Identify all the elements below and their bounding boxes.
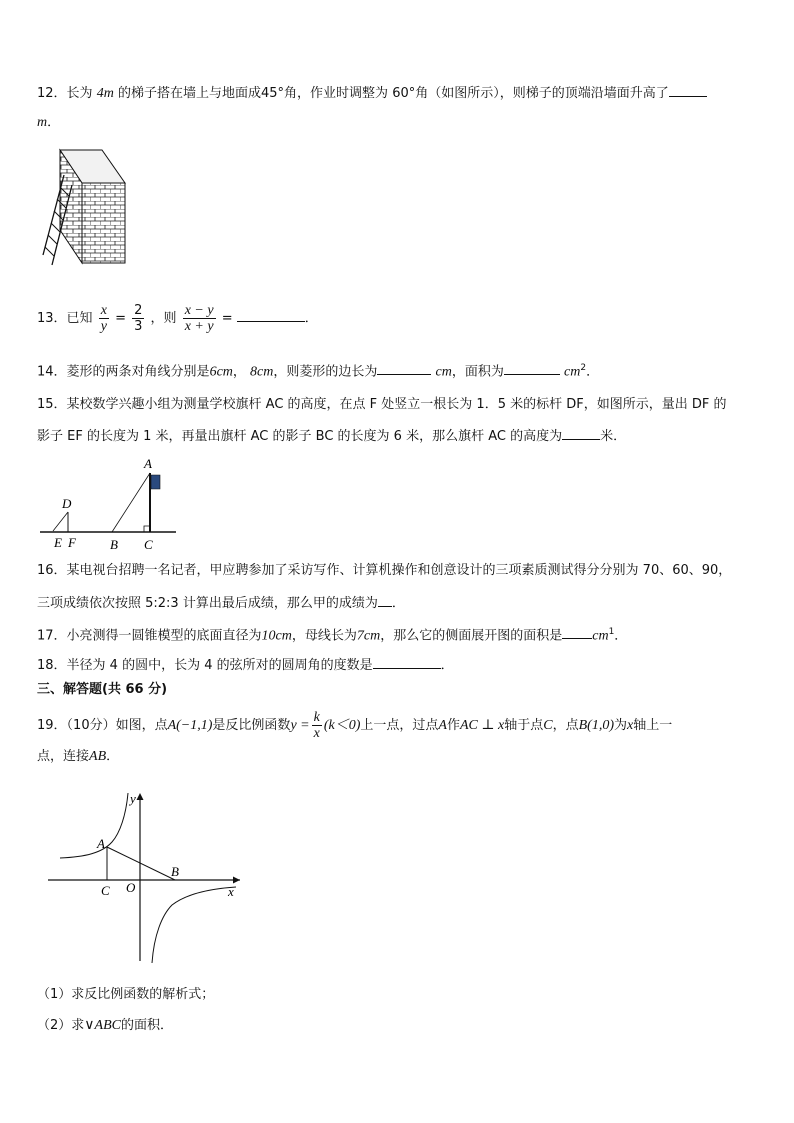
q15-text-end: 米． [600, 429, 627, 444]
q13-fraction-expr: $\frac{x - y}{x + y}$ [184, 303, 214, 334]
q12-angle-45: 45° [260, 86, 285, 101]
q14-unit: cm [435, 364, 452, 380]
q19-segment-AB: AB [89, 749, 107, 764]
q16-text-end: ． [391, 596, 405, 611]
q13-fraction-2-over-3: $\frac{2}{3}$ [134, 303, 143, 334]
q14-number: 14． [37, 364, 67, 380]
q13-end: ． [304, 311, 318, 326]
q19-hyperbola-figure [40, 785, 250, 965]
label-C: C [144, 537, 153, 552]
q14-unit-exponent: 2 [580, 363, 587, 373]
q17-unit-exponent: 1 [608, 627, 615, 637]
q12-text: 角，作业时调整为 [284, 86, 389, 101]
q17-end: ． [614, 628, 628, 644]
q19-line2 [37, 747, 119, 767]
q18-text: 18．半径为 4 的圆中，长为 4 的弦所对的圆周角的度数是 [37, 658, 373, 673]
q14-area-blank[interactable] [504, 360, 560, 375]
q14-side-blank[interactable] [377, 360, 431, 375]
q19-point-A: A(−1,1) [167, 718, 213, 733]
q12-text: 的梯子搭在墙上与地面成 [117, 86, 261, 101]
q19-A: A [438, 718, 447, 733]
label-x: x [228, 884, 234, 899]
q19-text: 轴于点 [504, 718, 544, 733]
label-B: B [110, 537, 118, 552]
label-A: A [144, 456, 152, 471]
q19-end: ． [106, 749, 120, 764]
q13-number: 13． [37, 311, 67, 326]
q19-text: 为 [614, 718, 628, 733]
q17-text: ，那么它的侧面展开图的面积是 [380, 628, 563, 644]
q14-text: 菱形的两条对角线分别是 [66, 364, 210, 380]
label-O: O [126, 880, 136, 895]
q14-sep: ， [232, 364, 246, 380]
q19-function: y = [290, 718, 310, 733]
q19-text: 作 [446, 718, 460, 733]
q14-text: ，面积为 [451, 364, 504, 380]
q13-line [37, 303, 318, 334]
q13-text: 已知 [66, 311, 93, 326]
flag-icon [151, 475, 160, 489]
q16-answer-blank[interactable] [378, 592, 392, 607]
label-B: B [171, 864, 179, 879]
label-E: E [54, 535, 62, 550]
q19-text: 轴上一 [633, 718, 673, 733]
shadow-ray-de [53, 512, 68, 531]
q17-unit: cm [592, 628, 609, 644]
q15-text: 影子 EF 的长度为 1 米，再量出旗杆 AC 的影子 BC 的长度为 6 米，那么旗杆 AC 的高度为 [37, 429, 563, 444]
q17-slant-length: 7cm [356, 628, 381, 644]
hyperbola-branch-4 [152, 887, 236, 963]
q19-text: 上一点，过点 [360, 718, 439, 733]
q14-diagonal-1: 6cm [209, 364, 233, 380]
q19-text: 点，连接 [37, 749, 90, 764]
label-y: y [130, 791, 136, 806]
q19-text: （2）求 [37, 1018, 85, 1033]
q15-line2 [37, 425, 626, 447]
y-axis-arrow-icon [137, 793, 144, 800]
q19-text: 19．（10分）如图，点 [37, 718, 168, 733]
q14-diagonal-2: 8cm [250, 364, 274, 380]
q15-line1: 15．某校数学兴趣小组为测量学校旗杆 AC 的高度，在点 F 处竖立一根长为 1．5 米的标杆 DF，如图所示，量出 DF 的 [37, 397, 727, 412]
q15-answer-blank[interactable] [562, 425, 600, 440]
q19-triangle-ABC: ∨ABC [84, 1018, 121, 1033]
q13-equals: = [115, 311, 126, 326]
q12-line1 [37, 82, 707, 104]
q19-text: ，点 [552, 718, 579, 733]
q19-line1 [37, 710, 672, 741]
q13-answer-blank[interactable] [237, 307, 305, 322]
q14-line [37, 358, 599, 382]
q12-line2 [37, 113, 60, 133]
q12-ladder-length: 4m [96, 86, 114, 101]
x-axis-arrow-icon [233, 877, 240, 884]
q17-line [37, 622, 627, 646]
segment-AB [107, 847, 175, 880]
shadow-ray-ab [112, 473, 150, 532]
q16-line1: 16．某电视台招聘一名记者，甲应聘参加了采访写作、计算机操作和创意设计的三项素质测试得分分别为 70、60、90， [37, 563, 732, 578]
q17-diameter: 10cm [261, 628, 292, 644]
q15-flagpole-figure [38, 455, 183, 555]
q17-text: ，母线长为 [291, 628, 357, 644]
q19-condition: (k＜0) [323, 718, 361, 733]
q18-line [37, 654, 454, 676]
q12-wall-ladder-figure [40, 145, 130, 270]
label-C: C [101, 883, 110, 898]
q13-equals: = [221, 311, 233, 326]
hyperbola-branch-2 [60, 793, 128, 858]
q12-answer-blank[interactable] [669, 82, 707, 97]
q19-point-B: B(1,0) [578, 718, 615, 733]
q14-unit-area: cm [564, 364, 581, 380]
q19-x: x [627, 718, 634, 733]
q12-angle-60: 60° [392, 86, 416, 101]
q12-unit: m [37, 115, 48, 130]
q17-answer-blank[interactable] [562, 624, 592, 639]
section-3-heading: 三、解答题(共 66 分) [37, 682, 168, 697]
q17-text: 17．小亮测得一圆锥模型的底面直径为 [37, 628, 262, 644]
label-A: A [97, 836, 105, 851]
q16-line2 [37, 592, 405, 614]
q13-fraction-x-over-y: $\frac{x}{y}$ [100, 303, 107, 334]
q19-fraction-k-over-x: $\frac{k}{x}$ [313, 710, 320, 741]
q18-end: ． [440, 658, 454, 673]
label-D: D [62, 496, 72, 511]
q14-text: ，则菱形的边长为 [273, 364, 378, 380]
q18-answer-blank[interactable] [373, 654, 441, 669]
q12-end: ． [47, 115, 61, 130]
q19-perpendicular: AC ⊥ x [459, 718, 505, 733]
q14-end: ． [586, 364, 600, 380]
q19-C: C [543, 718, 553, 733]
q12-text: 角（如图所示），则梯子的顶端沿墙面升高了 [415, 86, 669, 101]
q19-text: 是反比例函数 [212, 718, 291, 733]
q12-number: 12． [37, 86, 67, 101]
label-F: F [68, 535, 76, 550]
q12-text: 长为 [66, 86, 93, 101]
q13-text: ，则 [150, 311, 177, 326]
q19-text: 的面积． [120, 1018, 173, 1033]
q19-sub2 [37, 1016, 173, 1036]
q19-sub1: （1）求反比例函数的解析式； [37, 987, 215, 1002]
q16-text: 三项成绩依次按照 5:2:3 计算出最后成绩，那么甲的成绩为 [37, 596, 378, 611]
